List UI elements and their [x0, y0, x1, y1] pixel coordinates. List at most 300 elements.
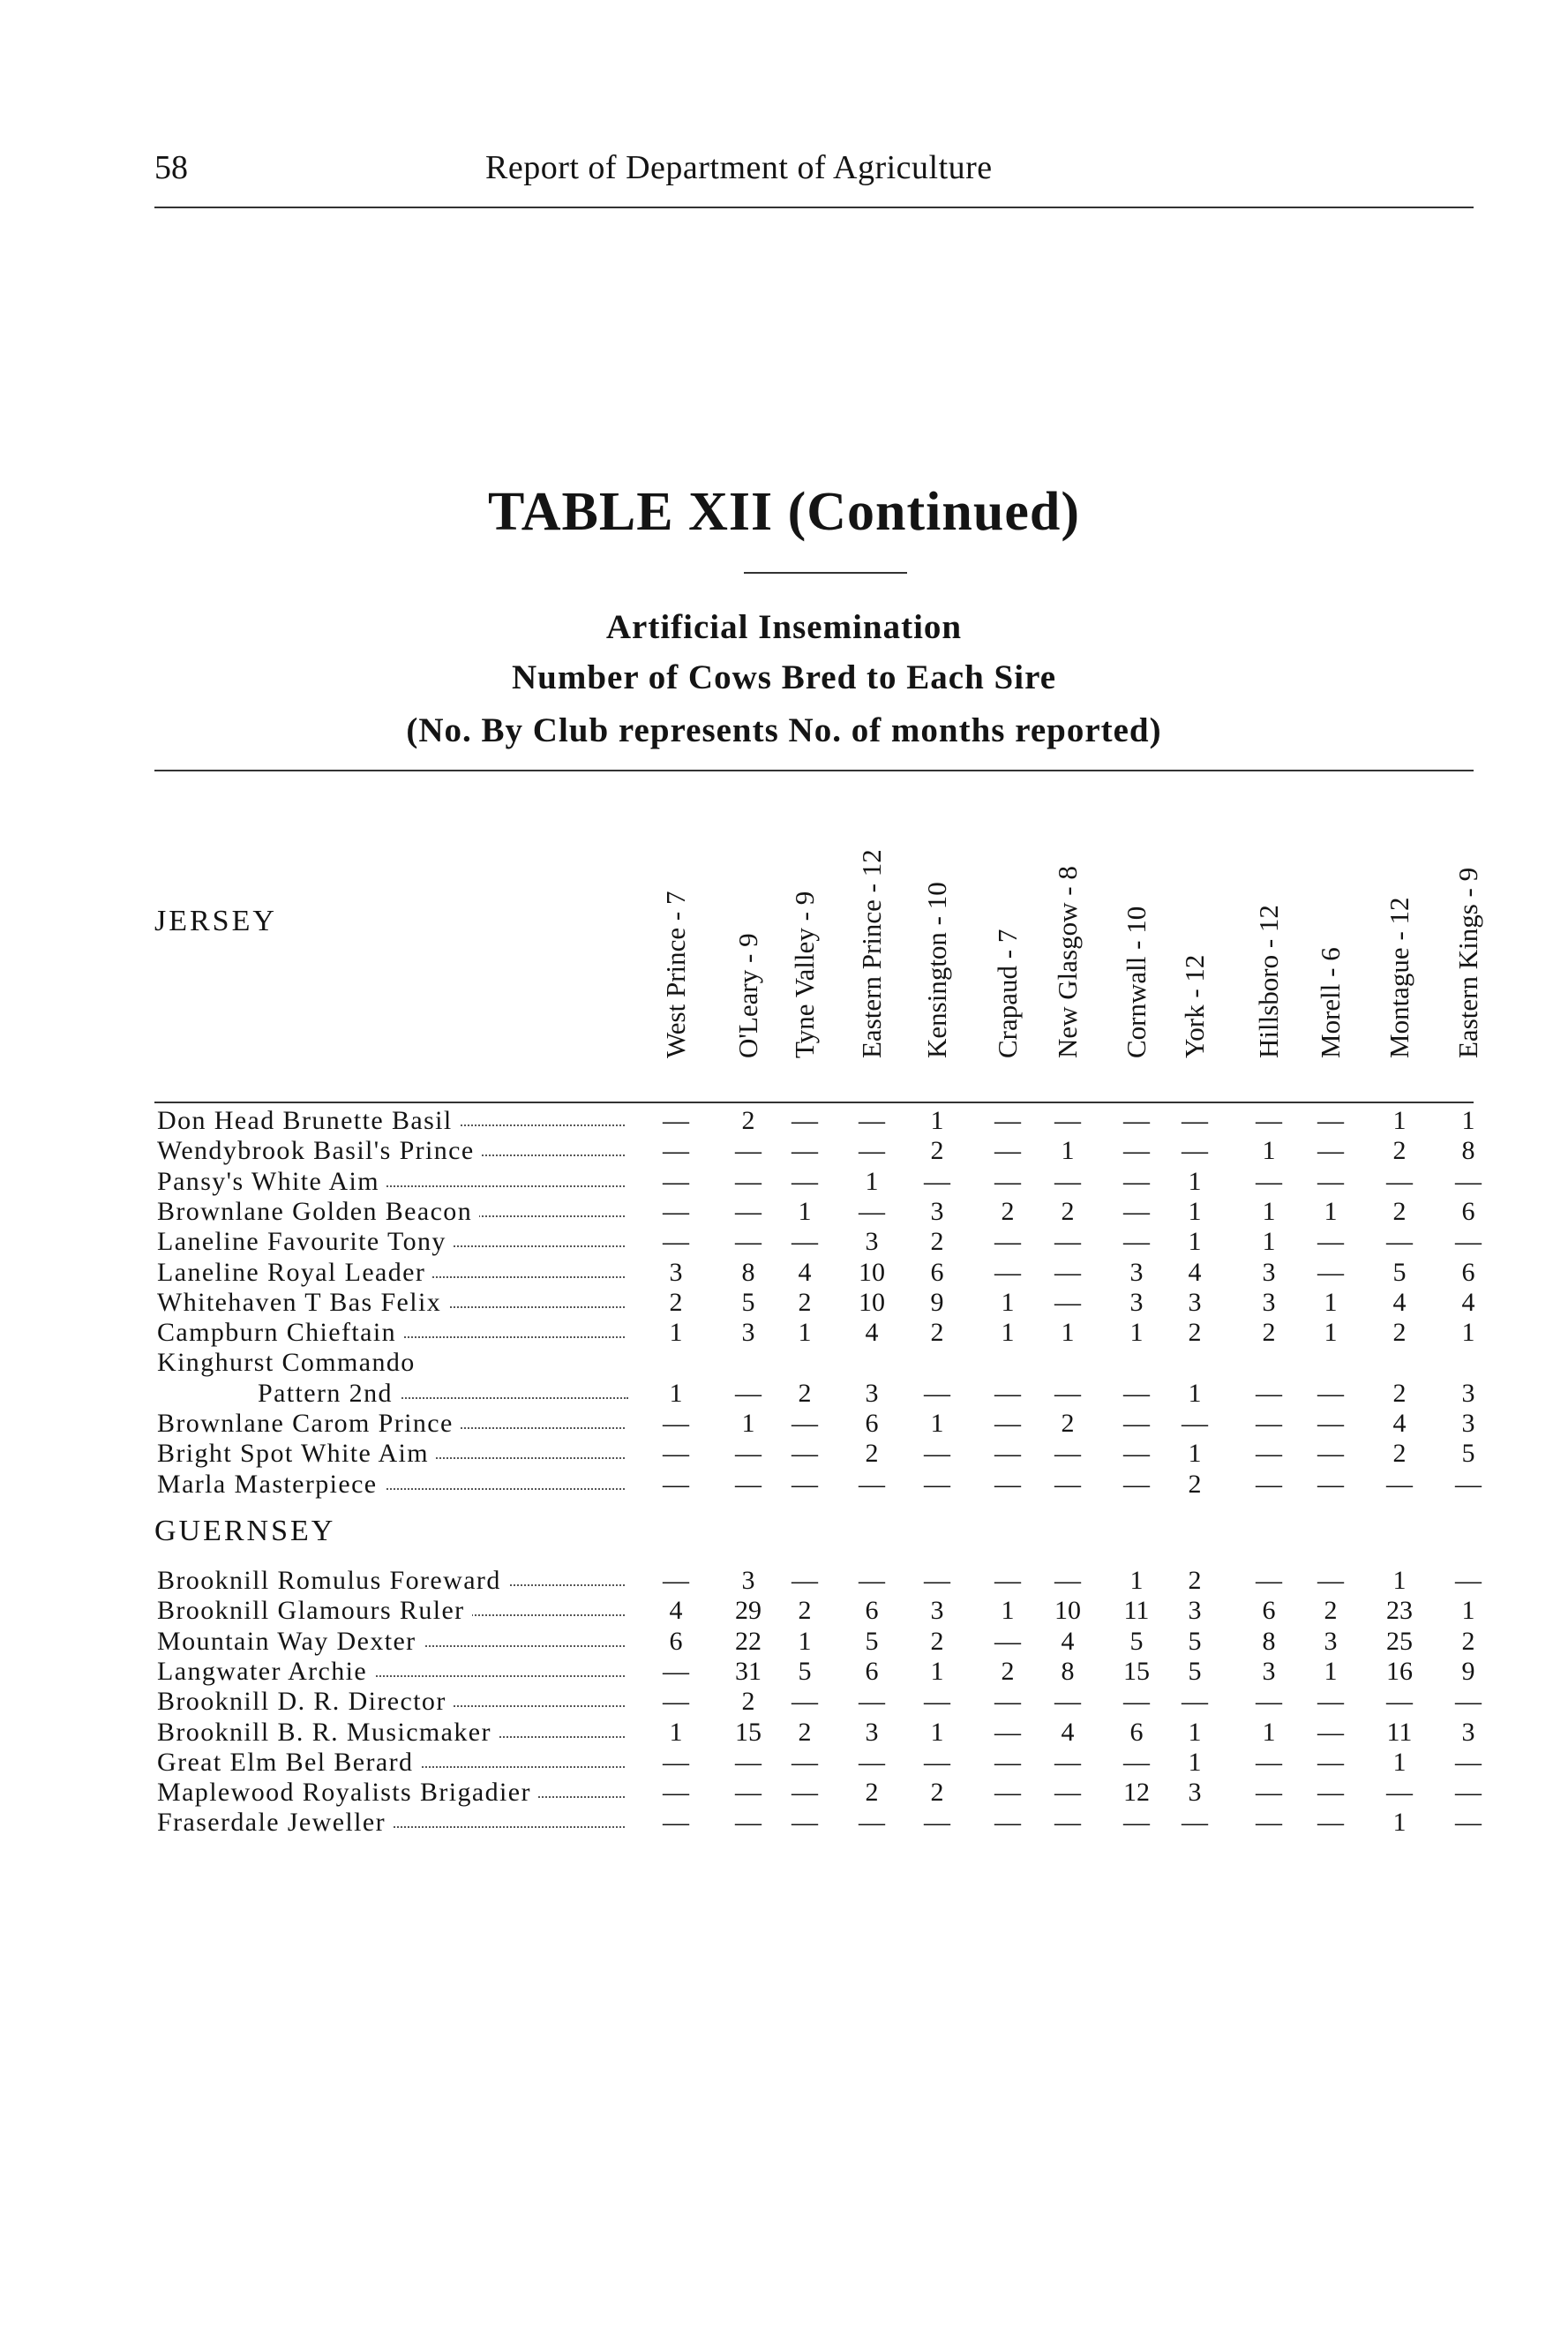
table-cell: 4 [1188, 1257, 1202, 1287]
table-cell: — [1054, 1257, 1081, 1287]
table-cell: 4 [1061, 1717, 1075, 1747]
table-cell: 5 [741, 1287, 755, 1317]
table-cell: — [1182, 1808, 1208, 1838]
column-header-label: New Glasgow - 8 [1052, 866, 1083, 1058]
table-cell: 1 [1324, 1318, 1338, 1348]
table-cell: — [994, 1378, 1021, 1408]
table-cell: 4 [865, 1318, 879, 1348]
table-cell: 2 [930, 1626, 944, 1656]
table-cell: — [663, 1778, 689, 1808]
sire-name-label: Bright Spot White Aim [157, 1439, 436, 1468]
table-cell: — [663, 1566, 689, 1595]
sire-name [157, 1258, 625, 1288]
table-cell: 6 [1129, 1717, 1144, 1747]
sire-name [157, 1197, 625, 1227]
table-cell: — [735, 1778, 761, 1808]
page-number: 58 [154, 149, 188, 186]
table-cell: — [1317, 1227, 1344, 1257]
table-cell: — [924, 1747, 950, 1777]
table-cell: — [1123, 1196, 1150, 1226]
table-cell: — [1317, 1808, 1344, 1838]
table-cell: 1 [1262, 1227, 1276, 1257]
table-row [0, 1808, 1568, 1838]
table-cell: — [1054, 1106, 1081, 1135]
sire-name [157, 1748, 625, 1778]
table-cell: — [1455, 1687, 1482, 1717]
table-cell: 3 [741, 1318, 755, 1348]
table-cell: 6 [865, 1596, 879, 1626]
column-header-label: Tyne Valley - 9 [789, 891, 820, 1058]
table-cell: 9 [930, 1287, 944, 1317]
table-cell: — [1386, 1227, 1413, 1257]
table-cell: 10 [859, 1287, 885, 1317]
table-row [0, 1288, 1568, 1318]
table-cell: — [1455, 1778, 1482, 1808]
table-cell: — [663, 1409, 689, 1438]
table-cell: 2 [1001, 1196, 1015, 1226]
table-cell: 3 [865, 1227, 879, 1257]
table-cell: 3 [1188, 1778, 1202, 1808]
table-cell: 3 [669, 1257, 683, 1287]
table-cell: — [1054, 1227, 1081, 1257]
header-rule [154, 207, 1474, 208]
table-cell: — [1317, 1409, 1344, 1438]
table-cell: 1 [1188, 1166, 1202, 1196]
table-cell: — [994, 1747, 1021, 1777]
table-cell: 5 [1188, 1626, 1202, 1656]
table-cell: 11 [1386, 1717, 1413, 1747]
sire-name-label: Wendybrook Basil's Prince [157, 1136, 482, 1165]
table-subtitle-2: Number of Cows Bred to Each Sire [512, 658, 1056, 696]
sire-name-label: Whitehaven T Bas Felix [157, 1288, 448, 1317]
sire-name [157, 1566, 625, 1596]
sire-name-label: Langwater Archie [157, 1657, 374, 1686]
table-cell: 1 [1188, 1439, 1202, 1469]
table-cell: — [859, 1196, 885, 1226]
table-cell: — [924, 1378, 950, 1408]
sire-name [157, 1808, 625, 1838]
sire-name-label: Great Elm Bel Berard [157, 1748, 420, 1777]
table-cell: — [663, 1808, 689, 1838]
table-cell: — [735, 1469, 761, 1499]
section-label: GUERNSEY [154, 1515, 336, 1547]
table-cell: — [859, 1808, 885, 1838]
table-cell: — [1317, 1747, 1344, 1777]
table-row [0, 1409, 1568, 1439]
table-cell: 4 [798, 1257, 812, 1287]
table-row [0, 1687, 1568, 1717]
table-cell: — [1182, 1409, 1208, 1438]
table-cell: 6 [865, 1656, 879, 1686]
table-cell: — [1256, 1439, 1282, 1469]
table-cell: 6 [669, 1626, 683, 1656]
table-cell: 29 [735, 1596, 761, 1626]
table-cell: — [792, 1136, 818, 1166]
table-cell: — [663, 1196, 689, 1226]
table-cell: — [1317, 1166, 1344, 1196]
table-cell: 3 [1129, 1257, 1144, 1287]
table-cell: 2 [1392, 1439, 1407, 1469]
table-cell: 1 [865, 1166, 879, 1196]
table-cell: — [1123, 1687, 1150, 1717]
column-header-label: O'Leary - 9 [732, 933, 763, 1058]
table-cell: — [994, 1136, 1021, 1166]
sire-name-label: Fraserdale Jeweller [157, 1808, 393, 1837]
table-cell: 2 [1324, 1596, 1338, 1626]
table-cell: 4 [1061, 1626, 1075, 1656]
table-cell: — [792, 1469, 818, 1499]
table-cell: — [859, 1687, 885, 1717]
table-row [0, 1627, 1568, 1657]
sire-name [157, 1409, 625, 1439]
sire-name [157, 1657, 625, 1687]
table-cell: — [1054, 1808, 1081, 1838]
table-cell: 15 [735, 1717, 761, 1747]
sire-name [157, 1167, 625, 1197]
table-cell: 3 [1262, 1257, 1276, 1287]
table-cell: 2 [1392, 1196, 1407, 1226]
table-cell: 5 [1392, 1257, 1407, 1287]
table-cell: — [924, 1439, 950, 1469]
table-cell: 3 [1461, 1409, 1475, 1438]
table-cell: — [994, 1717, 1021, 1747]
table-cell: 1 [669, 1378, 683, 1408]
table-cell: 1 [669, 1717, 683, 1747]
table-cell: — [994, 1808, 1021, 1838]
table-row-continuation [0, 1379, 1568, 1409]
table-cell: 1 [1188, 1227, 1202, 1257]
table-cell: 5 [1188, 1656, 1202, 1686]
table-cell: 4 [1392, 1287, 1407, 1317]
table-cell: 3 [1262, 1287, 1276, 1317]
table-cell: 6 [930, 1257, 944, 1287]
table-cell: 3 [1129, 1287, 1144, 1317]
column-header-label: Hillsboro - 12 [1253, 905, 1284, 1058]
table-cell: 2 [930, 1778, 944, 1808]
table-cell: 1 [930, 1656, 944, 1686]
table-cell: 1 [1262, 1196, 1276, 1226]
table-cell: — [735, 1439, 761, 1469]
table-cell: 5 [865, 1626, 879, 1656]
running-head: Report of Department of Agriculture [485, 149, 993, 186]
table-cell: 2 [1461, 1626, 1475, 1656]
sire-name [157, 1106, 625, 1136]
table-cell: — [663, 1439, 689, 1469]
table-cell: — [994, 1778, 1021, 1808]
sire-name [157, 1718, 625, 1748]
table-cell: 2 [1001, 1656, 1015, 1686]
table-cell: 8 [1262, 1626, 1276, 1656]
table-row [0, 1227, 1568, 1257]
table-cell: — [1317, 1469, 1344, 1499]
sire-name-label: Brooknill Romulus Foreward [157, 1566, 508, 1595]
table-cell: 1 [798, 1626, 812, 1656]
table-cell: — [1054, 1778, 1081, 1808]
sire-name-label: Campburn Chieftain [157, 1318, 403, 1347]
table-cell: — [994, 1257, 1021, 1287]
table-cell: 2 [798, 1378, 812, 1408]
table-row [0, 1106, 1568, 1136]
table-cell: 1 [1262, 1136, 1276, 1166]
table-cell: 1 [741, 1409, 755, 1438]
table-cell: — [1317, 1257, 1344, 1287]
table-cell: 2 [1188, 1469, 1202, 1499]
table-cell: 1 [1129, 1318, 1144, 1348]
table-cell: 1 [1324, 1287, 1338, 1317]
table-cell: — [1256, 1409, 1282, 1438]
table-cell: 1 [1392, 1747, 1407, 1777]
table-cell: 25 [1386, 1626, 1413, 1656]
table-row [0, 1439, 1568, 1469]
table-cell: — [1256, 1687, 1282, 1717]
table-cell: 2 [1262, 1318, 1276, 1348]
table-cell: — [735, 1196, 761, 1226]
table-cell: 4 [1461, 1287, 1475, 1317]
table-cell: 1 [1461, 1596, 1475, 1626]
table-cell: 8 [1461, 1136, 1475, 1166]
table-cell: — [1317, 1136, 1344, 1166]
table-cell: — [1123, 1106, 1150, 1135]
table-cell: — [1256, 1166, 1282, 1196]
table-cell: — [1256, 1566, 1282, 1595]
table-cell: — [1256, 1808, 1282, 1838]
section-label: JERSEY [154, 905, 277, 937]
table-cell: 3 [741, 1566, 755, 1595]
table-cell: 2 [1188, 1318, 1202, 1348]
table-cell: 2 [930, 1318, 944, 1348]
table-cell: 1 [1324, 1656, 1338, 1686]
table-cell: 2 [930, 1136, 944, 1166]
table-cell: 2 [669, 1287, 683, 1317]
table-cell: — [792, 1566, 818, 1595]
table-cell: — [994, 1409, 1021, 1438]
table-cell: — [859, 1747, 885, 1777]
table-cell: 10 [859, 1257, 885, 1287]
table-cell: — [994, 1626, 1021, 1656]
table-cell: — [1054, 1687, 1081, 1717]
table-cell: — [1123, 1747, 1150, 1777]
table-cell: — [1317, 1687, 1344, 1717]
table-cell: — [735, 1378, 761, 1408]
sire-name [157, 1627, 625, 1657]
table-cell: 1 [1461, 1318, 1475, 1348]
table-cell: 5 [1461, 1439, 1475, 1469]
table-cell: 1 [1061, 1136, 1075, 1166]
table-row [0, 1778, 1568, 1808]
table-cell: — [1455, 1166, 1482, 1196]
table-cell: — [924, 1808, 950, 1838]
table-cell: — [1054, 1469, 1081, 1499]
table-cell: 3 [1188, 1596, 1202, 1626]
table-cell: — [792, 1808, 818, 1838]
table-cell: 11 [1123, 1596, 1150, 1626]
table-cell: — [924, 1687, 950, 1717]
table-cell: — [1317, 1106, 1344, 1135]
table-cell: — [663, 1687, 689, 1717]
table-cell: — [1054, 1166, 1081, 1196]
sire-name [157, 1348, 625, 1378]
table-cell: 1 [1001, 1596, 1015, 1626]
table-cell: — [792, 1106, 818, 1135]
table-cell: 1 [1001, 1318, 1015, 1348]
sire-name [157, 1439, 625, 1469]
table-cell: — [1054, 1287, 1081, 1317]
table-cell: 22 [735, 1626, 761, 1656]
table-cell: 1 [1061, 1318, 1075, 1348]
table-cell: — [1256, 1778, 1282, 1808]
table-cell: — [994, 1106, 1021, 1135]
table-cell: — [663, 1166, 689, 1196]
table-cell: 3 [1188, 1287, 1202, 1317]
table-cell: — [1123, 1166, 1150, 1196]
table-cell: 31 [735, 1656, 761, 1686]
table-cell: 3 [1461, 1378, 1475, 1408]
sire-name [157, 1136, 625, 1166]
table-cell: — [1123, 1136, 1150, 1166]
table-cell: — [924, 1469, 950, 1499]
sire-name-label: Brownlane Golden Beacon [157, 1197, 479, 1226]
table-cell: 12 [1123, 1778, 1150, 1808]
table-cell: 1 [1262, 1717, 1276, 1747]
table-cell: 3 [930, 1196, 944, 1226]
table-cell: — [663, 1227, 689, 1257]
table-cell: — [1182, 1136, 1208, 1166]
table-cell: — [859, 1136, 885, 1166]
table-cell: 1 [1188, 1747, 1202, 1777]
table-cell: — [1054, 1439, 1081, 1469]
sire-name-label: Maplewood Royalists Brigadier [157, 1778, 538, 1807]
table-cell: — [663, 1469, 689, 1499]
column-header-label: Kensington - 10 [921, 882, 952, 1058]
column-header-label: Crapaud - 7 [992, 929, 1023, 1058]
sire-name-label: Kinghurst Commando [157, 1348, 423, 1377]
table-cell: 4 [669, 1596, 683, 1626]
table-cell: 1 [1188, 1196, 1202, 1226]
table-cell: 2 [1061, 1196, 1075, 1226]
column-header-label: Eastern Kings - 9 [1452, 867, 1483, 1058]
sire-name-label: Brooknill B. R. Musicmaker [157, 1718, 499, 1747]
table-cell: 2 [1061, 1409, 1075, 1438]
sire-name-label: Brooknill Glamours Ruler [157, 1596, 472, 1625]
table-row [0, 1197, 1568, 1227]
table-cell: 6 [1461, 1196, 1475, 1226]
sire-name [157, 1778, 625, 1808]
table-cell: — [735, 1166, 761, 1196]
table-cell: 1 [1129, 1566, 1144, 1595]
table-cell: — [1386, 1778, 1413, 1808]
table-cell: 3 [930, 1596, 944, 1626]
table-cell: — [994, 1687, 1021, 1717]
table-cell: 1 [930, 1409, 944, 1438]
table-row [0, 1136, 1568, 1166]
table-cell: 3 [1324, 1626, 1338, 1656]
table-cell: — [1386, 1469, 1413, 1499]
table-cell: 2 [865, 1439, 879, 1469]
table-cell: — [1123, 1808, 1150, 1838]
table-cell: 1 [798, 1196, 812, 1226]
sire-name [157, 1596, 625, 1626]
table-cell: — [924, 1166, 950, 1196]
table-top-rule [154, 770, 1474, 771]
sire-name-label: Marla Masterpiece [157, 1470, 385, 1499]
table-cell: 2 [1392, 1378, 1407, 1408]
table-cell: — [1123, 1469, 1150, 1499]
table-cell: — [1256, 1106, 1282, 1135]
table-cell: 1 [930, 1106, 944, 1135]
table-cell: 1 [1324, 1196, 1338, 1226]
table-cell: — [735, 1136, 761, 1166]
table-cell: 3 [865, 1378, 879, 1408]
sire-name-label: Brooknill D. R. Director [157, 1687, 454, 1716]
table-cell: — [663, 1106, 689, 1135]
table-cell: 1 [930, 1717, 944, 1747]
sire-name [157, 1687, 625, 1717]
table-cell: 3 [1262, 1656, 1276, 1686]
table-cell: — [1054, 1378, 1081, 1408]
sire-name [157, 1318, 625, 1348]
sire-name-continuation-label: Pattern 2nd [258, 1379, 400, 1408]
table-cell: — [994, 1227, 1021, 1257]
table-cell: — [1123, 1439, 1150, 1469]
table-cell: — [994, 1566, 1021, 1595]
table-cell: — [1256, 1378, 1282, 1408]
table-row [0, 1718, 1568, 1748]
table-cell: 16 [1386, 1656, 1413, 1686]
table-row [0, 1470, 1568, 1500]
column-header-label: Morell - 6 [1315, 947, 1346, 1058]
sire-name [157, 1227, 625, 1257]
table-cell: 4 [1392, 1409, 1407, 1438]
table-cell: — [1455, 1566, 1482, 1595]
table-cell: 2 [741, 1687, 755, 1717]
sire-name-label: Pansy's White Aim [157, 1167, 386, 1196]
table-cell: 8 [1061, 1656, 1075, 1686]
table-cell: — [1317, 1717, 1344, 1747]
column-header-label: Cornwall - 10 [1121, 906, 1152, 1058]
table-cell: — [1455, 1808, 1482, 1838]
table-subtitle-3: (No. By Club represents No. of months reported) [406, 711, 1162, 749]
table-cell: 3 [865, 1717, 879, 1747]
table-cell: — [663, 1136, 689, 1166]
table-cell: 1 [669, 1318, 683, 1348]
table-cell: — [1317, 1439, 1344, 1469]
table-row [0, 1258, 1568, 1288]
table-cell: — [792, 1687, 818, 1717]
table-cell: 1 [798, 1318, 812, 1348]
table-cell: 10 [1054, 1596, 1081, 1626]
table-row [0, 1566, 1568, 1596]
column-header-label: York - 12 [1179, 954, 1210, 1058]
table-cell: 1 [1392, 1808, 1407, 1838]
table-cell: — [792, 1166, 818, 1196]
sire-name-label: Mountain Way Dexter [157, 1627, 424, 1656]
table-cell: — [792, 1439, 818, 1469]
table-cell: 15 [1123, 1656, 1150, 1686]
table-cell: — [1054, 1747, 1081, 1777]
table-cell: — [792, 1778, 818, 1808]
table-cell: 5 [798, 1656, 812, 1686]
table-cell: 23 [1386, 1596, 1413, 1626]
table-cell: 1 [1392, 1566, 1407, 1595]
table-cell: — [735, 1747, 761, 1777]
table-cell: — [1182, 1687, 1208, 1717]
sire-name-label: Brownlane Carom Prince [157, 1409, 461, 1438]
table-cell: — [994, 1469, 1021, 1499]
table-row [0, 1596, 1568, 1626]
table-cell: 8 [741, 1257, 755, 1287]
column-header-label: Montague - 12 [1384, 897, 1414, 1058]
table-cell: — [994, 1166, 1021, 1196]
